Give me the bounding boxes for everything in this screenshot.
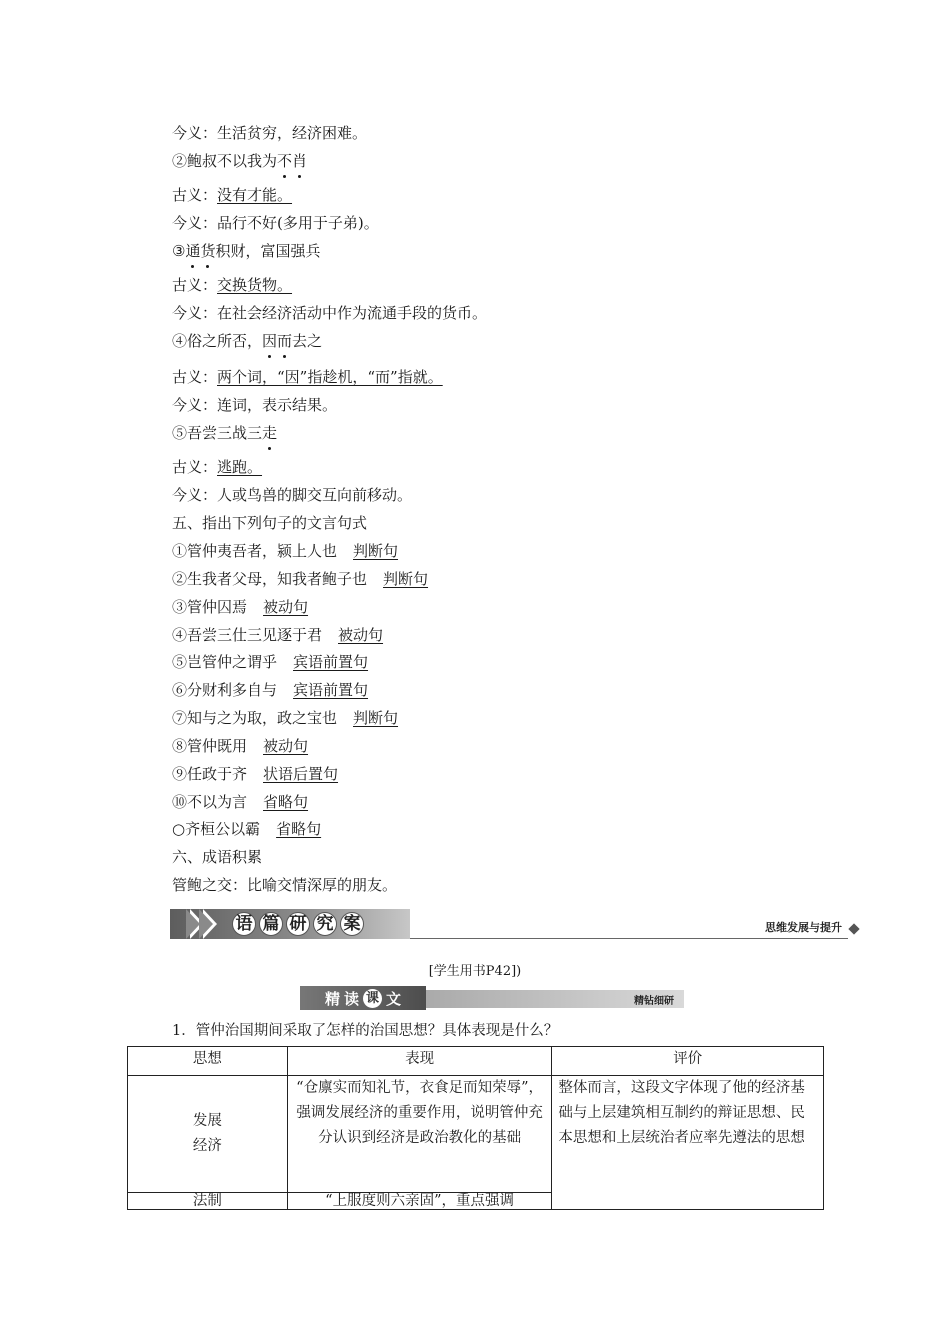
line-text: ⑨任政于齐 — [172, 765, 248, 783]
line-text: ②生我者父母，知我者鲍子也 — [172, 570, 368, 588]
line-text: ⑥分财利多自与 — [172, 681, 278, 699]
text-line — [172, 424, 277, 442]
text-line — [172, 876, 397, 894]
line-text: ①管仲夷吾者，颍上人也 — [172, 542, 338, 560]
line-text: ③管仲囚焉 — [172, 598, 248, 616]
book-reference: [学生用书P42]) — [428, 964, 522, 979]
answer-text: 宾语前置句 — [293, 681, 369, 699]
emphasized-char: 肖 — [292, 152, 308, 170]
answer-text: 省略句 — [263, 793, 309, 811]
title-char: 研 — [286, 912, 310, 936]
line-text: 积财，富国强兵 — [215, 242, 321, 260]
line-text: ④俗之所否， — [172, 332, 263, 350]
title-char: 篇 — [259, 912, 283, 936]
line-text: 古义： — [172, 186, 218, 204]
answer-text: 判断句 — [353, 542, 399, 560]
sub-banner-tagline: 精钻细研 — [634, 996, 674, 1007]
table-row — [128, 1076, 824, 1193]
text-line — [172, 152, 307, 170]
table-header-row — [128, 1047, 824, 1076]
analysis-table — [127, 1046, 824, 1210]
cell-thought: 法制 — [128, 1193, 288, 1210]
line-text: 今义：品行不好(多用于子弟)。 — [172, 214, 379, 232]
answer-text: 被动句 — [338, 626, 384, 644]
line-text: 今义：在社会经济活动中作为流通手段的货币。 — [172, 304, 488, 322]
section-banner — [170, 905, 860, 941]
text-line — [172, 514, 367, 532]
emphasized-char: 不 — [277, 152, 293, 170]
text-line — [172, 793, 308, 811]
line-text: ⑤吾尝三战三 — [172, 424, 263, 442]
answer-text: 状语后置句 — [263, 765, 339, 783]
answer-text: 逃跑。 — [217, 458, 263, 476]
text-line — [172, 332, 322, 350]
text-line — [172, 626, 383, 644]
sub-title-char: 课 — [363, 989, 382, 1008]
banner-rule — [410, 938, 848, 939]
emphasized-char: 货 — [200, 242, 216, 260]
answer-text: 宾语前置句 — [293, 653, 369, 671]
line-text: 管鲍之交：比喻交情深厚的朋友。 — [172, 876, 398, 894]
answer-text: 判断句 — [353, 709, 399, 727]
title-char: 语 — [232, 912, 256, 936]
text-line — [172, 570, 428, 588]
text-line — [172, 848, 262, 866]
line-text: 六、成语积累 — [172, 848, 263, 866]
thought-line: 经济 — [192, 1138, 222, 1154]
text-line — [172, 396, 337, 414]
answer-text: 被动句 — [263, 737, 309, 755]
cell-performance: “仓廪实而知礼节，衣食足而知荣辱”，强调发展经济的重要作用，说明管仲充分认识到经济是政治教化的基础 — [287, 1076, 552, 1193]
text-line — [172, 709, 398, 727]
answer-text: 没有才能。 — [217, 186, 293, 204]
banner-tagline: 思维发展与提升 — [765, 921, 842, 934]
text-line — [172, 598, 308, 616]
emphasized-char: 因 — [262, 332, 278, 350]
chevron-inner-icon — [186, 909, 200, 939]
text-line — [172, 486, 412, 504]
sub-banner-title — [300, 986, 426, 1010]
line-text: 今义：连词，表示结果。 — [172, 396, 338, 414]
line-text: 今义：生活贫穷，经济困难。 — [172, 124, 368, 142]
sub-title-char: 精 — [324, 989, 340, 1008]
text-line — [172, 653, 368, 671]
text-line — [172, 186, 292, 204]
title-char: 案 — [340, 912, 364, 936]
line-text: ⑦知与之为取，政之宝也 — [172, 709, 338, 727]
line-text: ④吾尝三仕三见逐于君 — [172, 626, 323, 644]
answer-text: 判断句 — [383, 570, 429, 588]
text-line — [172, 242, 321, 260]
answer-text: 两个词，“因”指趁机，“而”指就。 — [217, 368, 443, 386]
line-text: ②鲍叔不以我为 — [172, 152, 278, 170]
emphasized-char: 走 — [262, 424, 278, 442]
text-line — [172, 458, 262, 476]
text-line — [172, 276, 292, 294]
line-text: 古义： — [172, 276, 218, 294]
line-text: 去之 — [292, 332, 323, 350]
answer-text: 被动句 — [263, 598, 309, 616]
thought-line: 发展 — [192, 1113, 222, 1129]
cell-performance: “上服度则六亲固”，重点强调 — [287, 1193, 552, 1210]
emphasized-char: 而 — [277, 332, 293, 350]
header-evaluation: 评价 — [552, 1047, 824, 1076]
text-line — [172, 737, 308, 755]
line-text: 今义：人或鸟兽的脚交互向前移动。 — [172, 486, 413, 504]
cell-evaluation: 整体而言，这段文字体现了他的经济基础与上层建筑相互制约的辩证思想、民本思想和上层统治者应率先遵法的思想 — [552, 1076, 824, 1210]
text-line — [172, 124, 367, 142]
text-line — [172, 765, 338, 783]
header-performance: 表现 — [287, 1047, 552, 1076]
emphasized-char: 通 — [185, 242, 201, 260]
line-text: 五、指出下列句子的文言句式 — [172, 514, 368, 532]
line-text: 古义： — [172, 368, 218, 386]
sub-title-char: 读 — [343, 989, 359, 1008]
answer-text: 交换货物。 — [217, 276, 293, 294]
sub-banner — [300, 986, 684, 1010]
line-text: ⑧管仲既用 — [172, 737, 248, 755]
title-char: 究 — [313, 912, 337, 936]
line-text: ⑤岂管仲之谓乎 — [172, 653, 278, 671]
text-line — [172, 820, 321, 838]
diamond-icon — [848, 923, 859, 934]
question-1: 1．管仲治国期间采取了怎样的治国思想？具体表现是什么？ — [172, 1023, 559, 1039]
text-line — [172, 681, 368, 699]
header-thought: 思想 — [128, 1047, 288, 1076]
text-line — [172, 368, 443, 386]
text-line — [172, 304, 487, 322]
line-text: 古义： — [172, 458, 218, 476]
chevron-inner-icon — [199, 909, 213, 939]
sub-title-char: 文 — [386, 989, 402, 1008]
section-title — [232, 912, 364, 936]
line-text: ③ — [172, 242, 186, 260]
text-line — [172, 542, 398, 560]
cell-thought — [128, 1076, 288, 1193]
line-text: ⑩不以为言 — [172, 793, 248, 811]
answer-text: 省略句 — [276, 820, 322, 838]
line-text: ○齐桓公以霸 — [172, 820, 261, 838]
text-line — [172, 214, 379, 232]
